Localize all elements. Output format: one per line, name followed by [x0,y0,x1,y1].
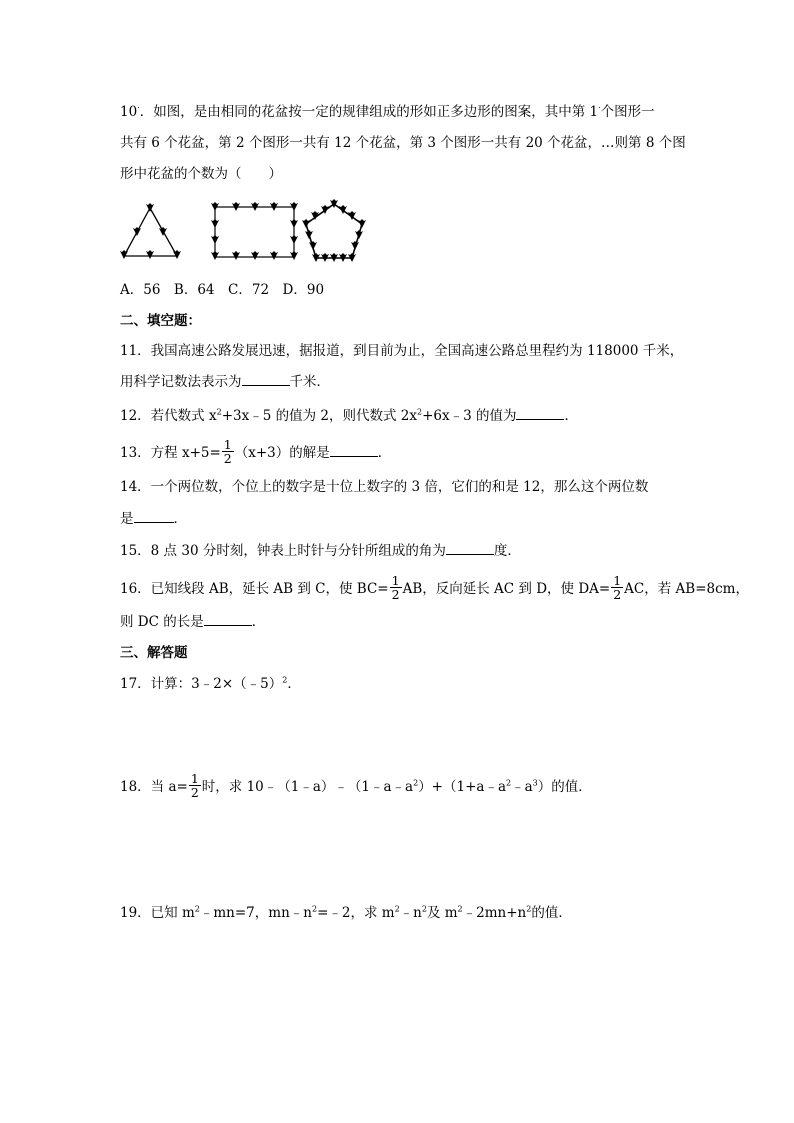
triangle-pattern [120,203,181,259]
fraction: $\frac{1}{2}$ [190,771,199,800]
fraction: $\frac{1}{2}$ [391,573,400,602]
q17: 17．计算：3﹣2×（﹣5）$^2$． [120,675,301,692]
q18: 18．当 a= $\frac{1}{2}$ 时，求 $10﹣(1﹣a)﹣(1﹣a﹣a^2)+(1+a﹣a^2﹣a^3)$的值． [120,771,592,800]
section-solve-title: 三、解答题 [120,645,188,661]
answer-blank[interactable] [204,611,252,626]
answer-blank[interactable] [134,508,174,523]
q16-line2: 则 DC 的长是 ． [120,611,265,632]
answer-blank[interactable] [516,405,564,420]
answer-blank[interactable] [242,371,290,386]
square-pattern [211,202,298,260]
section-fill-in-title: 二、填空题： [120,313,201,329]
q16-line1: 16．已知线段 AB，延长 AB 到 C，使 BC= $\frac{1}{2}$ AB，反向延长 AC 到 D，使 DA= $\frac{1}{2}$ AC，若 AB=8cm， [120,573,749,602]
q19: 19．已知 $m^2﹣mn=7$，$mn﹣n^2=﹣2$，求 $m^2﹣n^2$及 $m^2﹣2mn+n^2$的值． [120,904,572,921]
q12: 12．若代数式 $x^2+3x﹣5$ 的值为 2，则代数式 $2x^2+6x﹣3$ 的值为 ． [120,405,578,426]
pentagon-pattern [302,199,366,262]
answer-blank[interactable] [446,540,494,555]
fraction: $\frac{1}{2}$ [223,437,232,466]
answer-blank[interactable] [330,442,378,457]
q14-line2: 是 ． [120,508,187,529]
q15: 15．8 点 30 分时刻，钟表上时针与分针所组成的角为 度． [120,540,521,561]
q13: 13．方程 x+5= $\frac{1}{2}$ （x+3）的解是 ． [120,437,392,466]
q14-line1: 14．一个两位数，个位上的数字是十位上数字的 3 倍，它们的和是 12，那么这个两位数 [120,479,649,495]
q11-line1: 11．我国高速公路发展迅速，据报道，到目前为止，全国高速公路总里程约为 118000 千米， [120,343,684,359]
fraction: $\frac{1}{2}$ [613,573,622,602]
q10-line3: 形中花盆的个数为（ ） [120,166,282,182]
q10-line2: 共有 6 个花盆，第 2 个图形一共有 12 个花盆，第 3 个图形一共有 20 个花盆，…则第 8 个图 [120,135,686,151]
q10-line1: 10·．如图，是由相同的花盆按一定的规律组成的形如正多边形的图案，其中第 1·个图形一 [120,103,655,120]
flowerpot-patterns-figure [114,198,374,272]
q11-line2: 用科学记数法表示为 千米． [120,371,330,392]
q10-options: A．56 B．64 C．72 D．90 [120,282,325,298]
